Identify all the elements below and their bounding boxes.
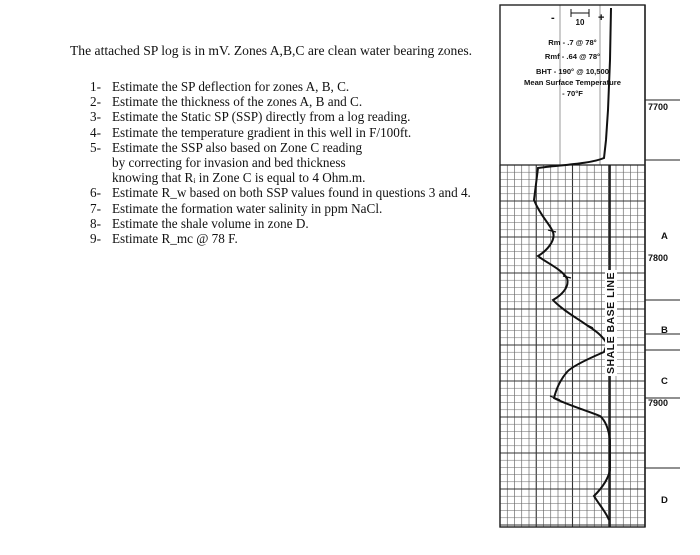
depth-label: 7900 bbox=[648, 398, 669, 408]
rmf-label: Rmf - .64 @ 78° bbox=[544, 52, 601, 61]
list-item: 8- Estimate the shale volume in zone D. bbox=[90, 215, 309, 231]
zone-label: A bbox=[661, 231, 668, 242]
list-item: knowing that Rᵢ in Zone C is equal to 4 Ohm.m. bbox=[112, 170, 366, 186]
scale-label: 10 bbox=[575, 18, 585, 27]
shale-base-line-label: SHALE BASE LINE bbox=[605, 271, 618, 375]
bht-label: BHT - 190° @ 10,500 bbox=[536, 67, 609, 76]
list-item: 7- Estimate the formation water salinity in ppm NaCl. bbox=[90, 200, 383, 216]
list-item: 2- Estimate the thickness of the zones A, B and C. bbox=[90, 94, 363, 110]
depth-label: 7700 bbox=[648, 102, 669, 112]
list-item: 4- Estimate the temperature gradient in this well in F/100ft. bbox=[90, 124, 412, 140]
list-item: 6- Estimate R_w based on both SSP values found in questions 3 and 4. bbox=[90, 185, 471, 201]
list-item: 1- Estimate the SP deflection for zones A, B, C. bbox=[90, 79, 350, 94]
plus-sign: + bbox=[598, 12, 605, 24]
list-item: by correcting for invasion and bed thickness bbox=[112, 155, 346, 171]
depth-label: 7800 bbox=[648, 253, 669, 263]
list-item: 9- Estimate R_mc @ 78 F. bbox=[90, 231, 238, 247]
rm-label: Rm - .7 @ 78° bbox=[548, 38, 597, 47]
zone-label: B bbox=[661, 325, 668, 336]
zone-label: C bbox=[661, 376, 668, 387]
mst-label: Mean Surface Temperature bbox=[524, 78, 621, 87]
list-item: 5- Estimate the SSP also based on Zone C reading bbox=[90, 139, 363, 155]
intro-text: The attached SP log is in mV. Zones A,B,C are clean water bearing zones. bbox=[70, 43, 473, 58]
list-item: 3- Estimate the Static SP (SSP) directly from a log reading. bbox=[90, 109, 411, 125]
minus-sign: - bbox=[551, 12, 555, 24]
mst-value: - 70°F bbox=[562, 89, 583, 98]
zone-label: D bbox=[661, 495, 668, 506]
